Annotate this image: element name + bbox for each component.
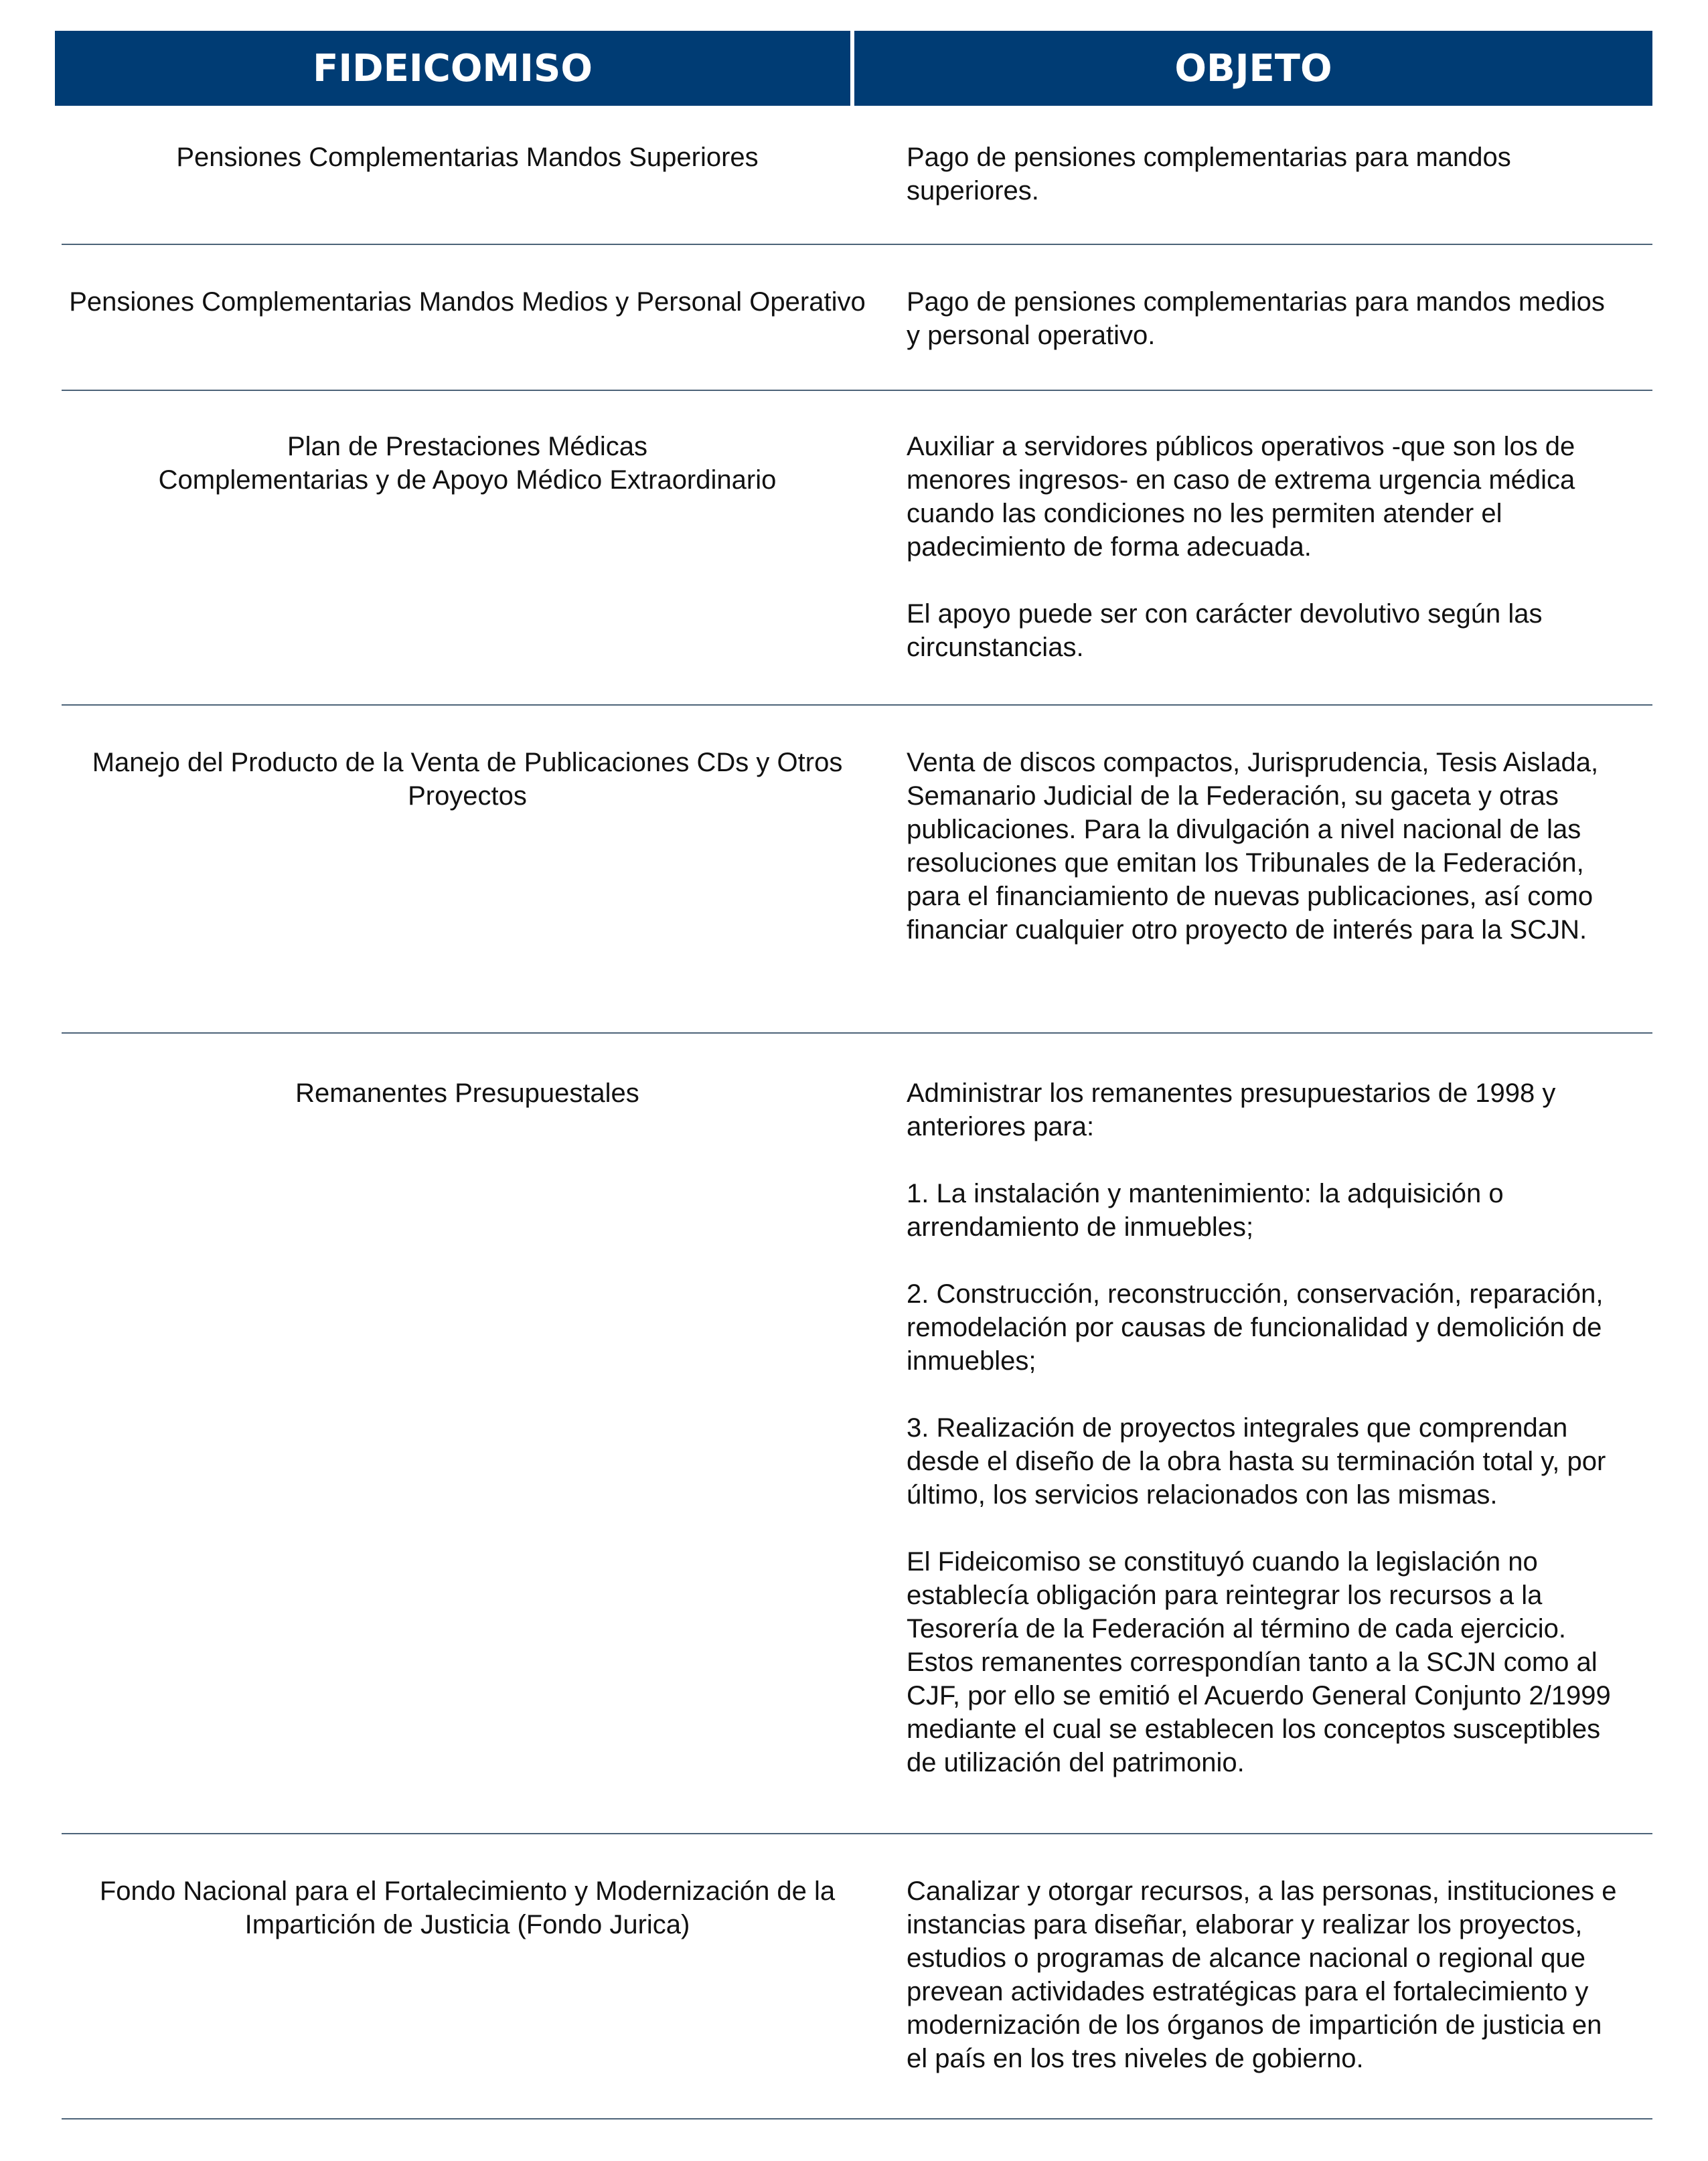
fideicomiso-objeto: Auxiliar a servidores públicos operativos -que son los de menores ingresos- en caso de extrema urgencia médica cuando las condiciones no les permiten atender el padecimiento de forma adecuada. El apoyo puede ser con carácter devolutivo según las circunstancias. bbox=[907, 432, 1575, 662]
fideicomiso-objeto: Canalizar y otorgar recursos, a las personas, instituciones e instancias para diseñar, elaborar y realizar los proyectos, estudios o programas de alcance nacional o regional que prevean actividades estratégicas para el fortalecimiento y modernización de los órganos de impartición de justicia en el país en los tres niveles de gobierno. bbox=[907, 1876, 1617, 2073]
fideicomiso-name: Remanentes Presupuestales bbox=[295, 1078, 639, 1108]
fideicomiso-name: Pensiones Complementarias Mandos Superiores bbox=[176, 143, 759, 172]
fideicomiso-objeto: Venta de discos compactos, Jurisprudencia, Tesis Aislada, Semanario Judicial de la Federación, su gaceta y otras publicaciones. Para la divulgación a nivel nacional de las resoluciones que emitan los Tribunales de la Federación, para el financiamiento de nuevas publicaciones, así como financiar cualquier otro proyecto de interés para la SCJN. bbox=[907, 748, 1599, 945]
header-fideicomiso: FIDEICOMISO bbox=[55, 31, 850, 106]
table-row bbox=[62, 391, 1652, 706]
table-row bbox=[62, 106, 1652, 245]
fideicomiso-objeto: Administrar los remanentes presupuestarios de 1998 y anteriores para: 1. La instalación y mantenimiento: la adquisición o arrendamiento de inmuebles; 2. Construcción, reconstrucción, conservación, reparación, remodelación por causas de funcionalidad y demolición de inmuebles; 3. Realización de proyectos integrales que comprendan desde el diseño de la obra hasta su terminación total y, por último, los servicios relacionados con las mismas. El Fideicomiso se constituyó cuando la legislación no establecía obligación para reintegrar los recursos a la Tesorería de la Federación al término de cada ejercicio. Estos remanentes correspondían tanto a la SCJN como al CJF, por ello se emitió el Acuerdo General Conjunto 2/1999 mediante el cual se establecen los conceptos susceptibles de utilización del patrimonio. bbox=[907, 1078, 1611, 1777]
table-header bbox=[55, 31, 1652, 106]
fideicomiso-name: Pensiones Complementarias Mandos Medios y Personal Operativo bbox=[69, 287, 866, 317]
header-objeto: OBJETO bbox=[854, 31, 1652, 106]
table-row bbox=[62, 1834, 1652, 2119]
fideicomiso-name: Plan de Prestaciones Médicas Complementarias y de Apoyo Médico Extraordinario bbox=[158, 432, 777, 495]
fideicomiso-name: Fondo Nacional para el Fortalecimiento y Modernización de la Impartición de Justicia (Fondo Jurica) bbox=[99, 1876, 836, 1939]
fideicomiso-objeto: Pago de pensiones complementarias para mandos medios y personal operativo. bbox=[907, 287, 1605, 350]
table-row bbox=[62, 706, 1652, 1034]
fideicomiso-table bbox=[55, 31, 1652, 2119]
table-row bbox=[62, 1034, 1652, 1834]
table-row bbox=[62, 245, 1652, 391]
fideicomiso-name: Manejo del Producto de la Venta de Publicaciones CDs y Otros Proyectos bbox=[92, 748, 843, 811]
fideicomiso-objeto: Pago de pensiones complementarias para mandos superiores. bbox=[907, 143, 1511, 206]
